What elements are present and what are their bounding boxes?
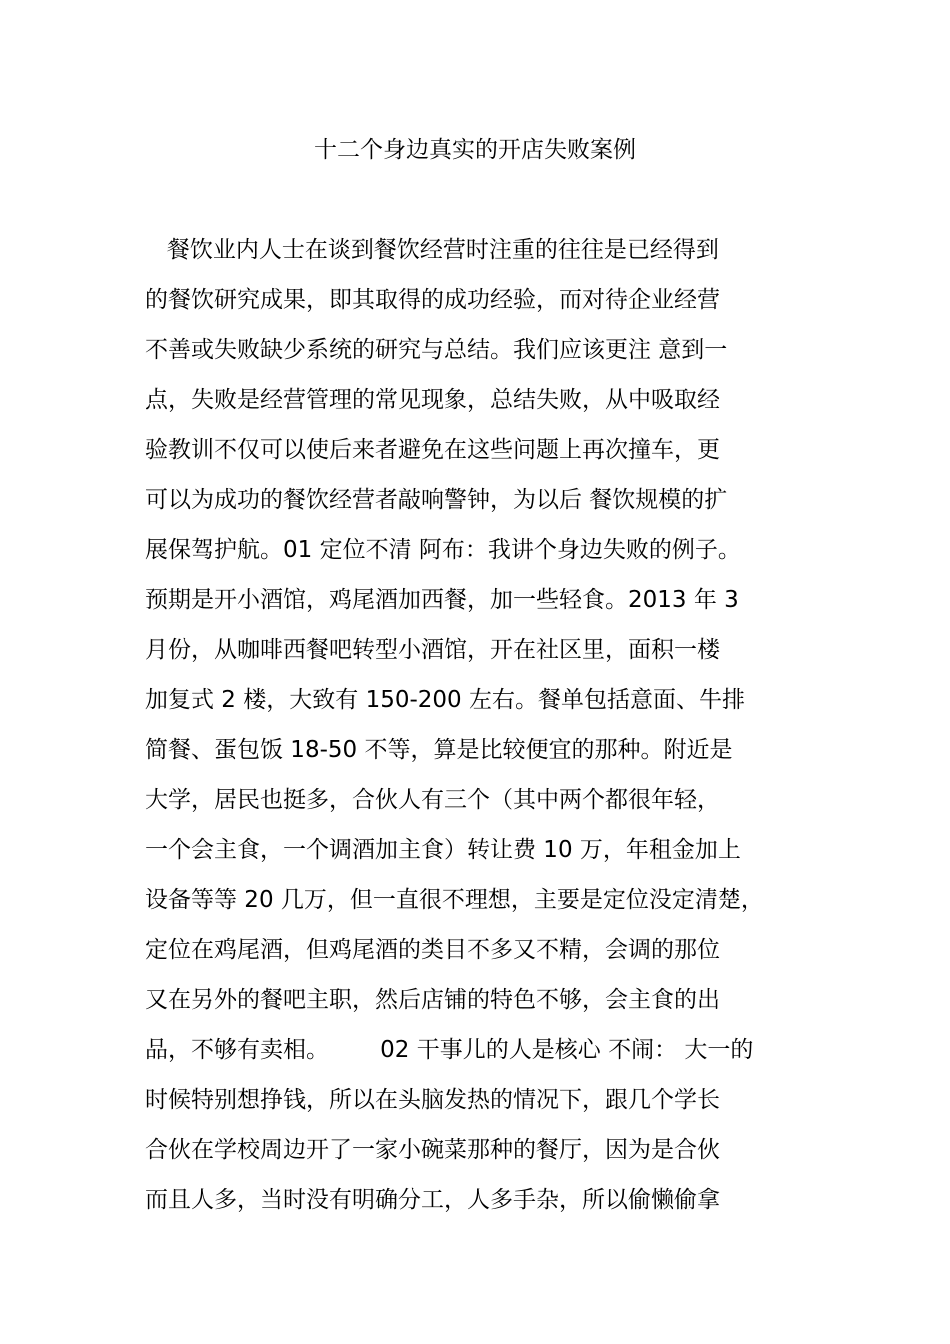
body-line: 加复式 2 楼，大致有 150-200 左右。餐单包括意面、牛排 xyxy=(145,687,745,713)
body-line: 大学，居民也挺多，合伙人有三个（其中两个都很年轻， xyxy=(145,787,720,813)
body-line: 定位在鸡尾酒，但鸡尾酒的类目不多又不精，会调的那位 xyxy=(145,937,720,963)
body-line: 时候特别想挣钱，所以在头脑发热的情况下，跟几个学长 xyxy=(145,1087,720,1113)
body-line: 点，失败是经营管理的常见现象，总结失败，从中吸取经 xyxy=(145,387,720,413)
body-line: 不善或失败缺少系统的研究与总结。我们应该更注 意到一 xyxy=(145,337,728,363)
body-line: 餐饮业内人士在谈到餐饮经营时注重的往往是已经得到 xyxy=(145,237,719,263)
body-line: 而且人多，当时没有明确分工，人多手杂，所以偷懒偷拿 xyxy=(145,1187,720,1213)
body-line: 设备等等 20 几万，但一直很不理想，主要是定位没定清楚， xyxy=(145,887,764,913)
body-line: 可以为成功的餐饮经营者敲响警钟，为以后 餐饮规模的扩 xyxy=(145,487,728,513)
body-line: 品，不够有卖相。 02 干事儿的人是核心 不闹： 大一的 xyxy=(145,1037,754,1063)
body-line: 合伙在学校周边开了一家小碗菜那种的餐厅，因为是合伙 xyxy=(145,1137,720,1163)
body-text xyxy=(145,232,825,1232)
body-line: 月份，从咖啡西餐吧转型小酒馆，开在社区里，面积一楼 xyxy=(145,637,720,663)
body-line: 展保驾护航。01 定位不清 阿布：我讲个身边失败的例子。 xyxy=(145,537,741,563)
body-line: 一个会主食，一个调酒加主食）转让费 10 万，年租金加上 xyxy=(145,837,741,863)
body-line: 的餐饮研究成果，即其取得的成功经验，而对待企业经营 xyxy=(145,287,720,313)
document-title: 十二个身边真实的开店失败案例 xyxy=(314,137,636,163)
body-line: 又在另外的餐吧主职，然后店铺的特色不够，会主食的出 xyxy=(145,987,720,1013)
body-line: 预期是开小酒馆，鸡尾酒加西餐，加一些轻食。2013 年 3 xyxy=(145,587,739,613)
body-line: 简餐、蛋包饭 18-50 不等，算是比较便宜的那种。附近是 xyxy=(145,737,733,763)
body-line: 验教训不仅可以使后来者避免在这些问题上再次撞车，更 xyxy=(145,437,720,463)
